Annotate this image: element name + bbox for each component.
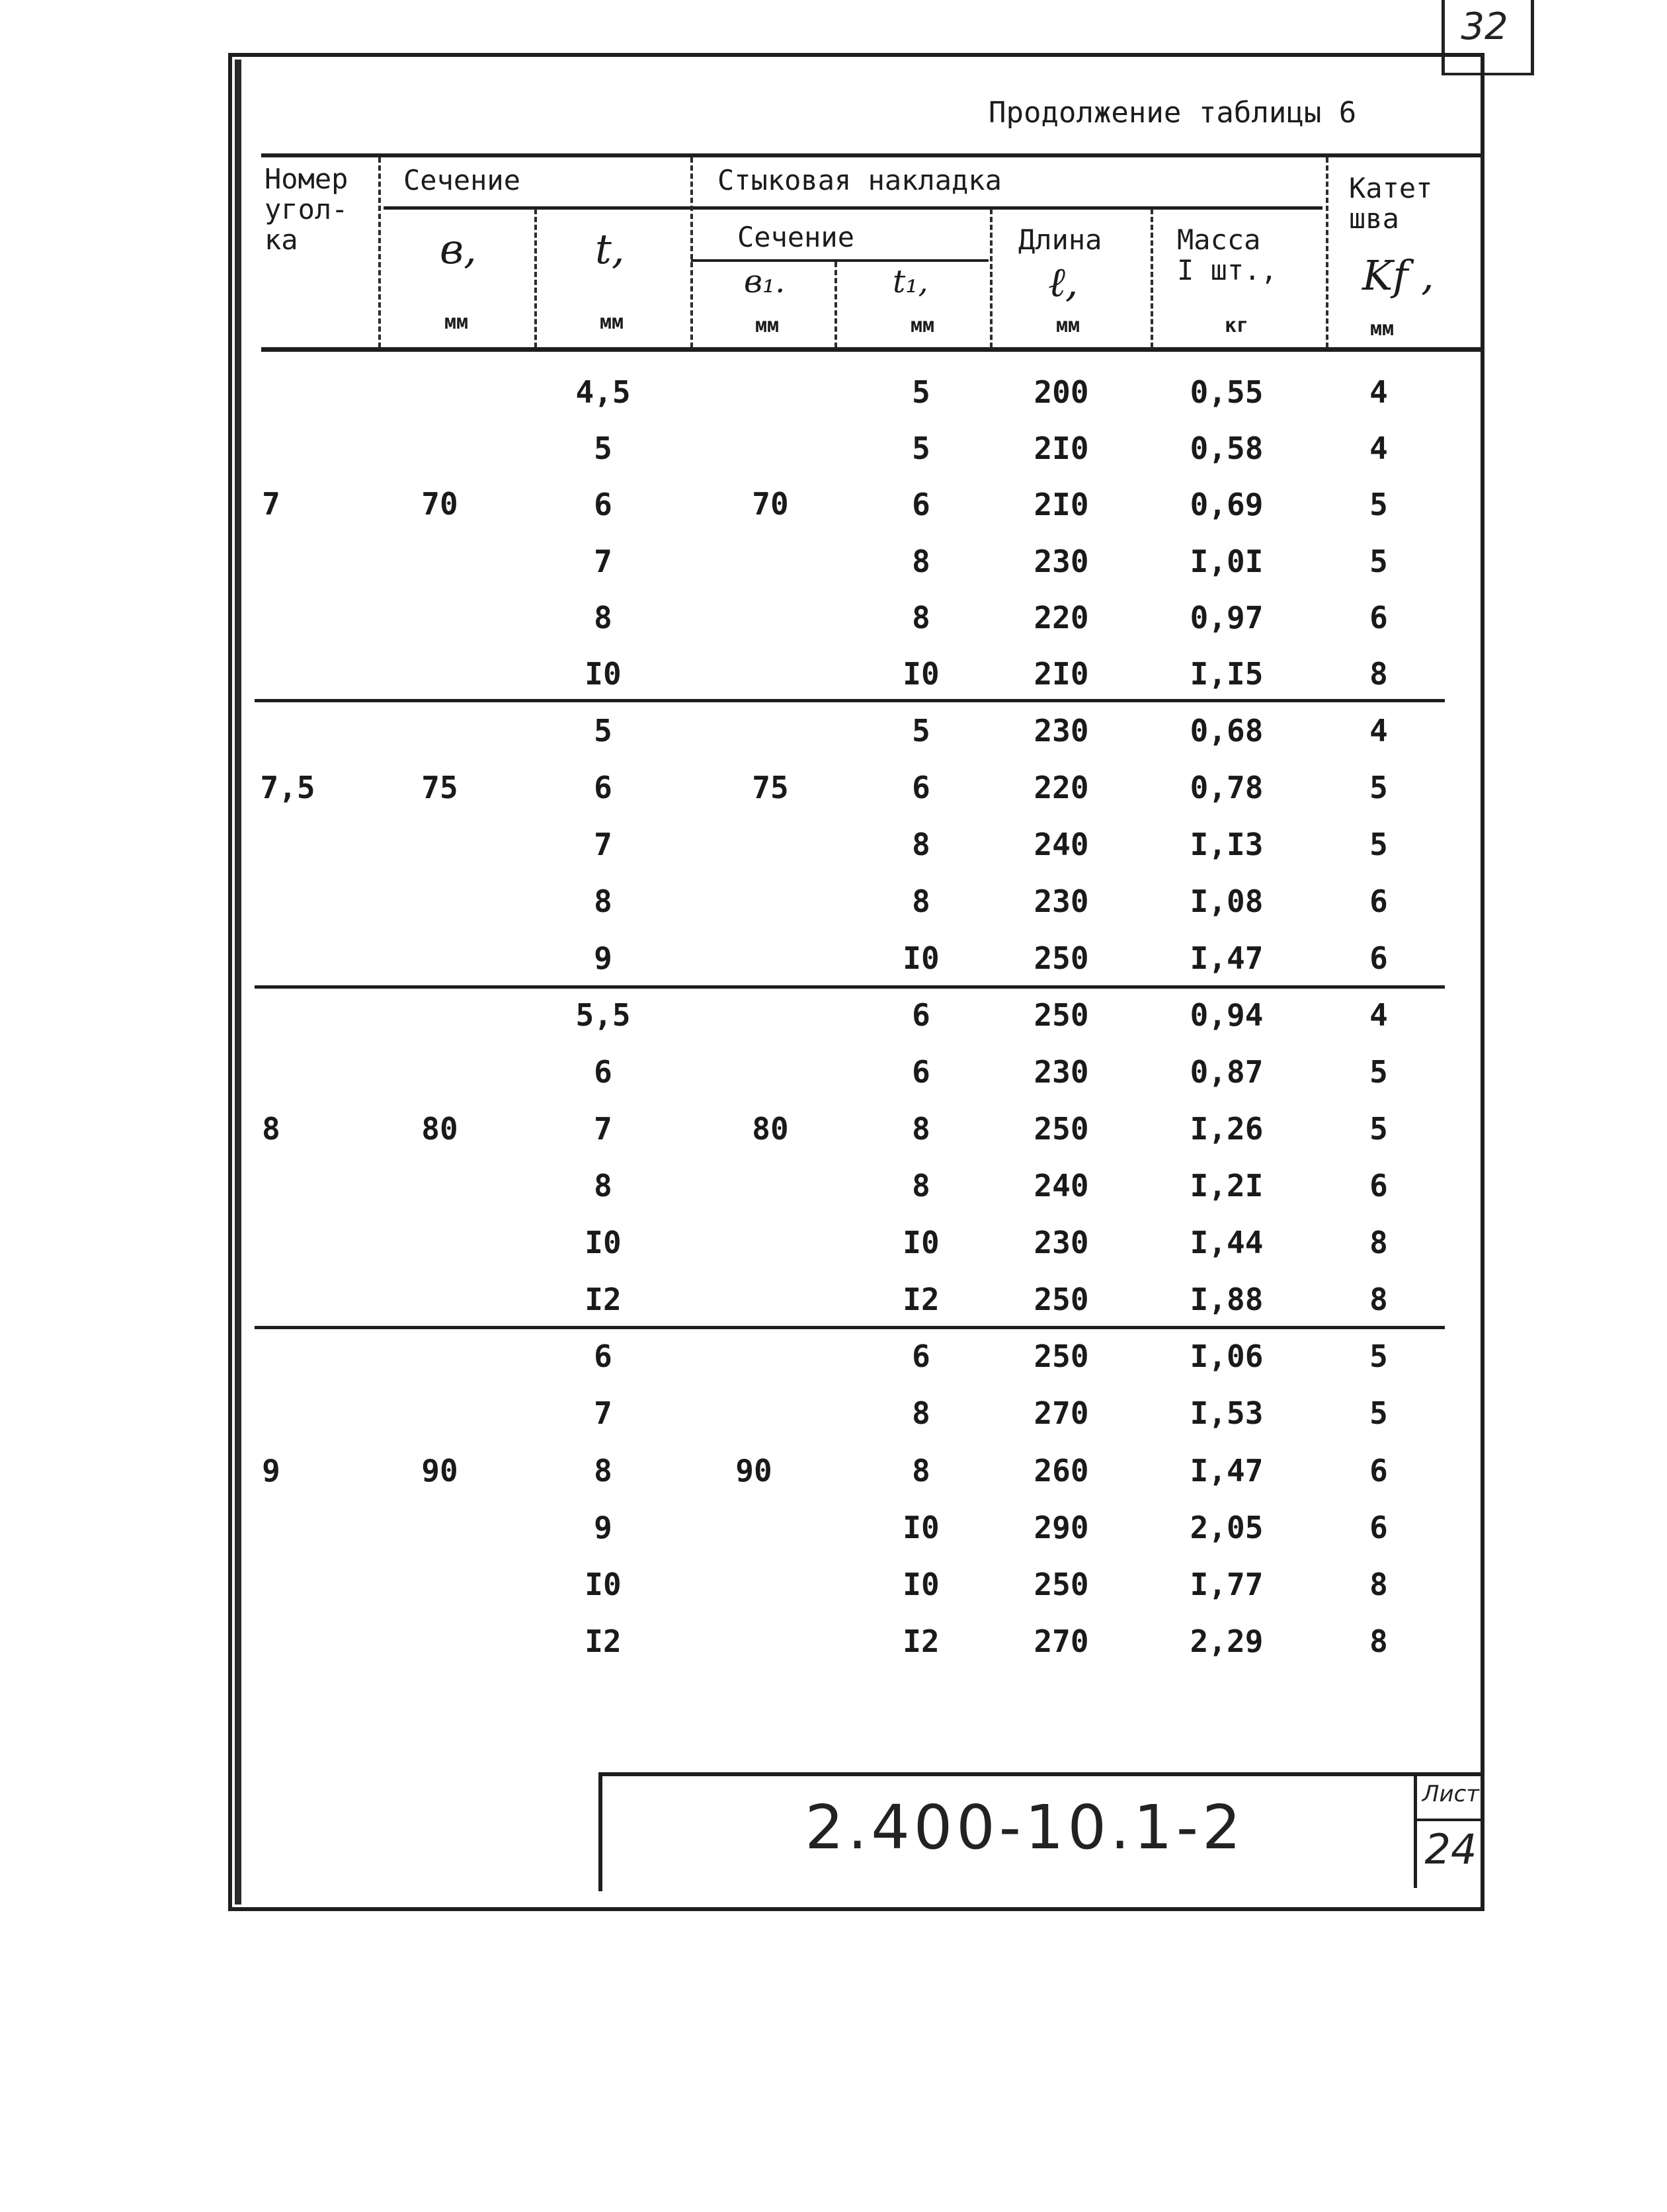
header-divider-1: [378, 157, 381, 348]
header-b-symbol: в,: [440, 225, 477, 273]
cell-mass: 0,55: [1190, 374, 1264, 410]
cell-t1: 8: [912, 827, 930, 862]
header-angle-number: Номер угол- ка: [264, 163, 348, 256]
cell-mass: 0,68: [1190, 713, 1264, 749]
cell-t1: 6: [912, 997, 930, 1033]
header-bottom-rule: [261, 347, 1484, 352]
header-unit-b1: мм: [754, 314, 780, 337]
cell-mass: 0,78: [1190, 770, 1264, 805]
cell-length: 230: [1034, 713, 1089, 749]
cell-kf: 8: [1369, 656, 1388, 692]
cell-mass: 0,97: [1190, 600, 1264, 635]
cell-kf: 8: [1369, 1282, 1388, 1317]
cell-kf: 5: [1369, 1395, 1388, 1431]
group-separator-3: [255, 1326, 1445, 1329]
cell-kf: 6: [1369, 883, 1388, 919]
cell-mass: I,53: [1190, 1395, 1264, 1431]
group-angle-number: 7: [262, 486, 280, 522]
cell-t1: I0: [903, 1510, 940, 1545]
cell-length: 250: [1034, 1567, 1089, 1602]
cell-kf: 6: [1369, 940, 1388, 976]
cell-length: 240: [1034, 1168, 1089, 1204]
cell-length: 270: [1034, 1623, 1089, 1659]
group-plate-b1: 90: [735, 1453, 772, 1489]
cell-kf: 4: [1369, 430, 1388, 466]
group-angle-number: 7,5: [260, 770, 315, 805]
group-separator-2: [255, 985, 1445, 989]
header-plate-section: Сечение: [737, 221, 855, 253]
header-divider-2: [534, 209, 537, 348]
cell-kf: 5: [1369, 770, 1388, 805]
cell-t: I0: [585, 1225, 622, 1260]
group-plate-b1: 70: [752, 486, 789, 522]
cell-mass: 0,94: [1190, 997, 1264, 1033]
cell-kf: 6: [1369, 1510, 1388, 1545]
cell-t: I0: [585, 1567, 622, 1602]
cell-length: 270: [1034, 1395, 1089, 1431]
cell-length: 230: [1034, 1225, 1089, 1260]
cell-mass: I,I3: [1190, 827, 1264, 862]
header-length: Длина: [1018, 224, 1102, 256]
group-section-b: 90: [421, 1453, 458, 1489]
cell-length: 220: [1034, 770, 1089, 805]
cell-t: 6: [594, 1338, 612, 1374]
cell-t1: 6: [912, 487, 930, 522]
header-butt-plate: Стыковая накладка: [717, 164, 1002, 196]
header-l-symbol: ℓ,: [1048, 258, 1078, 306]
cell-kf: 5: [1369, 487, 1388, 522]
cell-t: 8: [594, 1453, 612, 1489]
header-b1-symbol: в₁.: [744, 263, 786, 300]
cell-length: 250: [1034, 1282, 1089, 1317]
cell-mass: I,08: [1190, 883, 1264, 919]
cell-mass: I,0I: [1190, 544, 1264, 579]
cell-length: 230: [1034, 883, 1089, 919]
cell-kf: 4: [1369, 713, 1388, 749]
cell-t1: I0: [903, 940, 940, 976]
cell-t1: 8: [912, 1111, 930, 1147]
header-t1-symbol: t₁,: [893, 263, 928, 300]
cell-t: 5,5: [575, 997, 631, 1033]
header-divider-3: [690, 157, 693, 348]
cell-t: I2: [585, 1282, 622, 1317]
cell-t1: 8: [912, 883, 930, 919]
cell-t: 8: [594, 883, 612, 919]
cell-mass: 0,87: [1190, 1054, 1264, 1090]
header-section: Сечение: [403, 164, 521, 196]
header-divider-4: [834, 262, 837, 348]
cell-t: I0: [585, 656, 622, 692]
cell-t: 7: [594, 1111, 612, 1147]
cell-kf: 5: [1369, 544, 1388, 579]
header-unit-t1: мм: [910, 314, 935, 337]
cell-mass: I,06: [1190, 1338, 1264, 1374]
cell-length: 240: [1034, 827, 1089, 862]
cell-mass: I,26: [1190, 1111, 1264, 1147]
cell-length: 250: [1034, 1338, 1089, 1374]
frame-binding-edge: [235, 60, 241, 1905]
group-separator-1: [255, 699, 1445, 702]
cell-mass: I,47: [1190, 940, 1264, 976]
cell-t: 5: [594, 430, 612, 466]
cell-t1: 8: [912, 544, 930, 579]
group-section-b: 70: [421, 486, 458, 522]
cell-kf: 5: [1369, 1054, 1388, 1090]
group-section-b: 80: [421, 1111, 458, 1147]
cell-t: 8: [594, 1168, 612, 1204]
header-divider-6: [1151, 209, 1153, 348]
cell-length: 200: [1034, 374, 1089, 410]
cell-length: 2I0: [1034, 656, 1089, 692]
sheet-number: 24: [1424, 1825, 1477, 1873]
cell-mass: I,2I: [1190, 1168, 1264, 1204]
cell-t: 4,5: [575, 374, 631, 410]
cell-mass: 2,05: [1190, 1510, 1264, 1545]
header-mass: Масса I шт.,: [1177, 224, 1278, 286]
cell-t: 9: [594, 940, 612, 976]
cell-t1: 6: [912, 1054, 930, 1090]
document-code: 2.400-10.1-2: [805, 1792, 1245, 1863]
cell-length: 2I0: [1034, 430, 1089, 466]
cell-kf: 8: [1369, 1623, 1388, 1659]
cell-kf: 5: [1369, 1338, 1388, 1374]
cell-kf: 6: [1369, 1168, 1388, 1204]
cell-kf: 5: [1369, 1111, 1388, 1147]
cell-t1: 5: [912, 430, 930, 466]
header-plate-section-rule: [691, 259, 989, 262]
cell-kf: 6: [1369, 1453, 1388, 1489]
header-unit-t: мм: [599, 311, 624, 334]
title-block-sheet-divider: [1417, 1819, 1484, 1821]
cell-t: 6: [594, 487, 612, 522]
cell-t: 7: [594, 1395, 612, 1431]
cell-length: 230: [1034, 1054, 1089, 1090]
table-continuation-caption: Продолжение таблицы 6: [989, 96, 1357, 130]
cell-t1: 8: [912, 1453, 930, 1489]
cell-mass: 0,58: [1190, 430, 1264, 466]
header-weld-leg: Катет шва: [1349, 172, 1433, 235]
header-unit-l: мм: [1055, 314, 1080, 337]
cell-t: 7: [594, 544, 612, 579]
cell-length: 230: [1034, 544, 1089, 579]
cell-length: 290: [1034, 1510, 1089, 1545]
cell-kf: 8: [1369, 1567, 1388, 1602]
group-plate-b1: 75: [752, 770, 789, 805]
cell-t1: 8: [912, 1395, 930, 1431]
header-kf-symbol: Kf ,: [1362, 251, 1434, 300]
cell-t1: 8: [912, 600, 930, 635]
cell-t: 7: [594, 827, 612, 862]
cell-t1: I0: [903, 1567, 940, 1602]
cell-length: 250: [1034, 940, 1089, 976]
cell-t1: I2: [903, 1282, 940, 1317]
cell-t1: 6: [912, 1338, 930, 1374]
cell-t1: I0: [903, 1225, 940, 1260]
cell-mass: I,77: [1190, 1567, 1264, 1602]
header-unit-b: мм: [444, 311, 469, 334]
cell-mass: 2,29: [1190, 1623, 1264, 1659]
header-t-symbol: t,: [595, 225, 625, 273]
cell-t: 5: [594, 713, 612, 749]
cell-t1: I0: [903, 656, 940, 692]
cell-t1: 6: [912, 770, 930, 805]
cell-kf: 5: [1369, 827, 1388, 862]
cell-kf: 8: [1369, 1225, 1388, 1260]
cell-length: 250: [1034, 997, 1089, 1033]
cell-t: 8: [594, 600, 612, 635]
cell-t1: 5: [912, 713, 930, 749]
group-plate-b1: 80: [752, 1111, 789, 1147]
group-section-b: 75: [421, 770, 458, 805]
sheet-label: Лист: [1422, 1781, 1480, 1807]
header-top-rule: [261, 153, 1484, 157]
group-angle-number: 8: [262, 1111, 280, 1147]
cell-mass: I,88: [1190, 1282, 1264, 1317]
cell-t1: I2: [903, 1623, 940, 1659]
cell-kf: 4: [1369, 997, 1388, 1033]
cell-length: 250: [1034, 1111, 1089, 1147]
cell-mass: I,44: [1190, 1225, 1264, 1260]
cell-t: 6: [594, 1054, 612, 1090]
cell-t: 9: [594, 1510, 612, 1545]
cell-length: 220: [1034, 600, 1089, 635]
cell-kf: 6: [1369, 600, 1388, 635]
cell-mass: I,I5: [1190, 656, 1264, 692]
header-divider-5: [990, 209, 993, 348]
cell-mass: 0,69: [1190, 487, 1264, 522]
cell-t: I2: [585, 1623, 622, 1659]
header-sub-rule: [384, 206, 1322, 210]
header-unit-kf: мм: [1369, 317, 1395, 341]
cell-length: 2I0: [1034, 487, 1089, 522]
cell-t1: 8: [912, 1168, 930, 1204]
cell-kf: 4: [1369, 374, 1388, 410]
cell-t: 6: [594, 770, 612, 805]
cell-t1: 5: [912, 374, 930, 410]
header-divider-7: [1326, 157, 1328, 348]
cell-length: 260: [1034, 1453, 1089, 1489]
header-unit-mass: кг: [1224, 314, 1249, 337]
cell-mass: I,47: [1190, 1453, 1264, 1489]
corner-number: 32: [1461, 5, 1508, 48]
group-angle-number: 9: [262, 1453, 280, 1489]
